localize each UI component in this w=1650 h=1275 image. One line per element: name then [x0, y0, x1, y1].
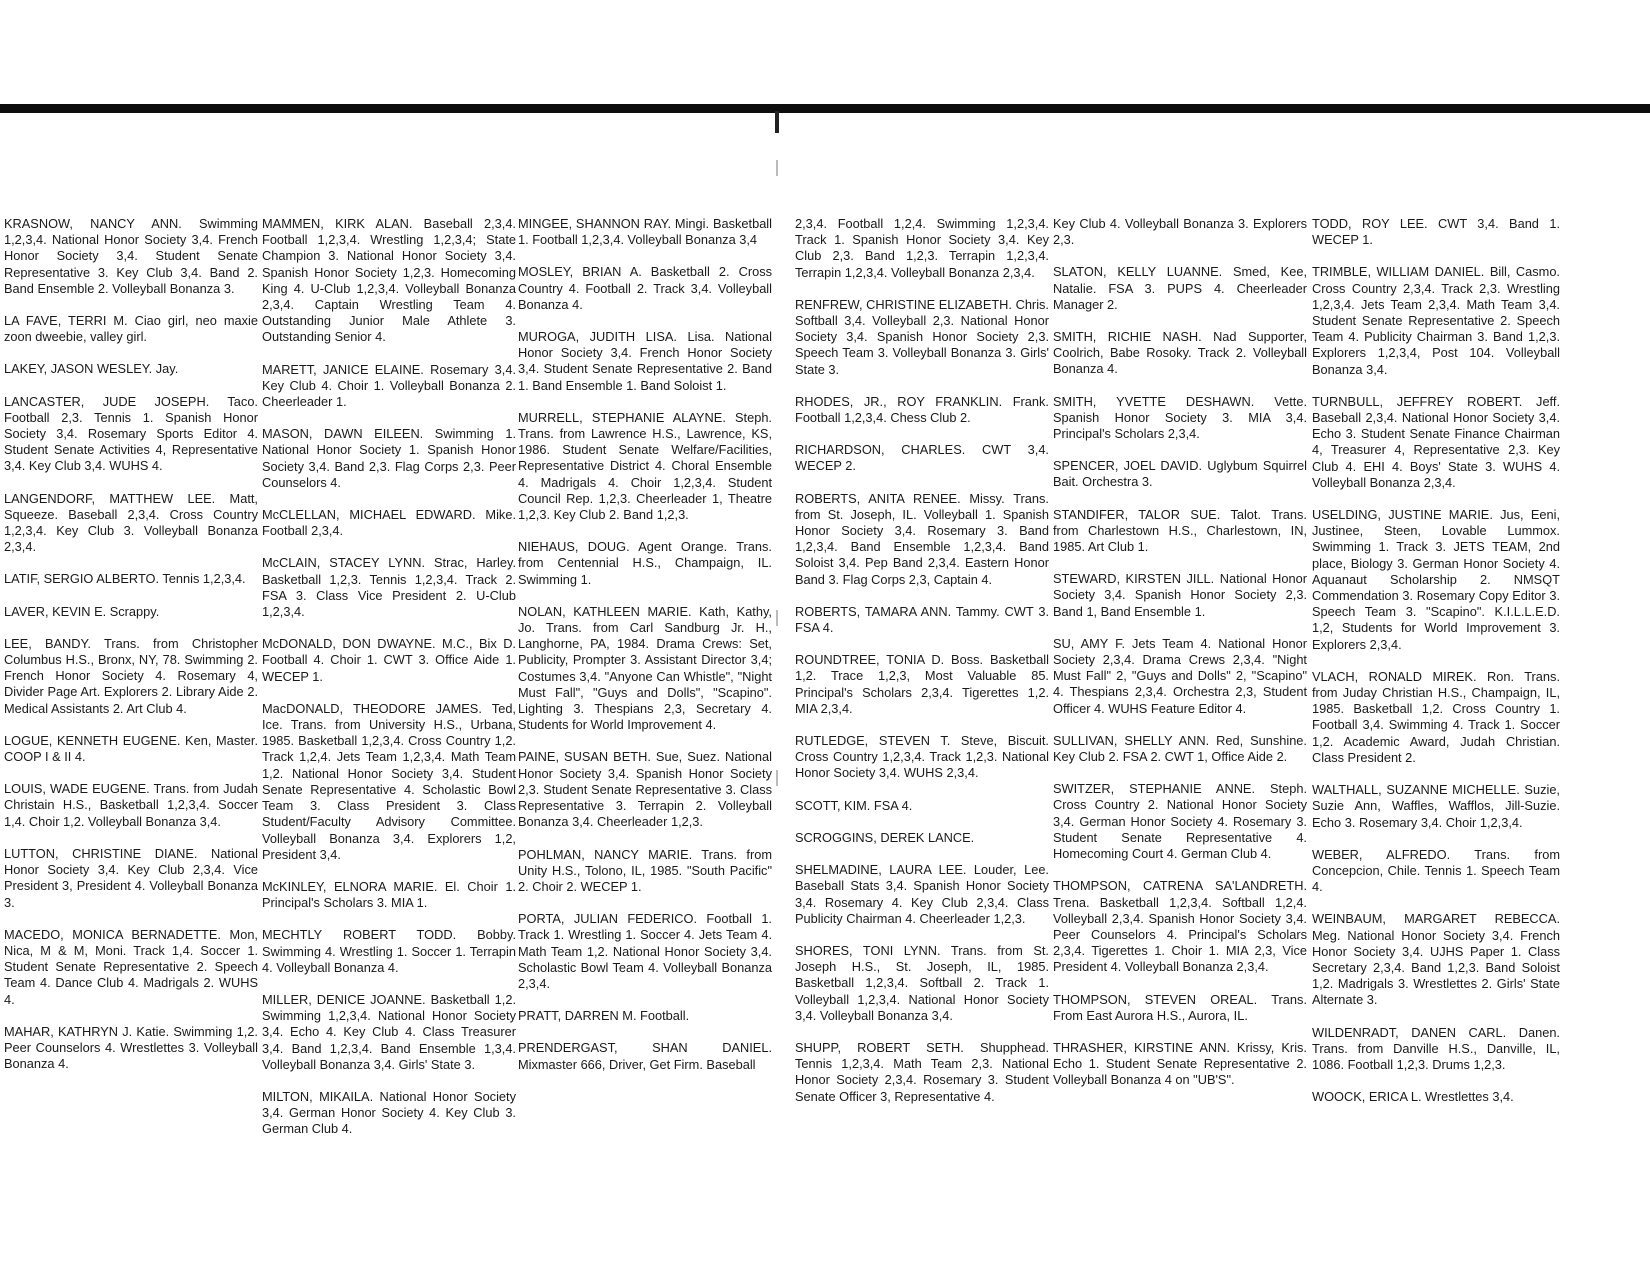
column-4 — [795, 216, 1049, 1176]
senior-entry: WEBER, ALFREDO. Trans. from Concepcion, Chile. Tennis 1. Speech Team 4. — [1312, 846, 1560, 895]
senior-entry: TURNBULL, JEFFREY ROBERT. Jeff. Baseball 2,3,4. National Honor Society 3,4. Echo 3. Student Senate Finance Chairman 4, Treasurer 4, Representative 2,3. Key Club 4. EHI 4. Boys' State 3. WUHS 4. Volleyball Bonanza 2,3,4. — [1312, 393, 1560, 490]
senior-entry: PRENDERGAST, SHAN DANIEL. Mixmaster 666, Driver, Get Firm. Baseball — [518, 1040, 772, 1072]
column-1 — [4, 216, 258, 1176]
senior-entry: MILLER, DENICE JOANNE. Basketball 1,2. Swimming 1,2,3,4. National Honor Society 3,4. Echo 4. Key Club 4. Class Treasurer 3,4. Band 1,2,3,4. Band Ensemble 1,3,4. Volleyball Bonanza 3,4. Girls' State 3. — [262, 991, 516, 1072]
senior-entry: STANDIFER, TALOR SUE. Talot. Trans. from Charlestown H.S., Charlestown, IN, 1985. Art Club 1. — [1053, 506, 1307, 555]
column-3 — [518, 216, 772, 1176]
senior-entry: THRASHER, KIRSTINE ANN. Krissy, Kris. Echo 1. Student Senate Representative 2. Volleyball Bonanza 4 on "UB'S". — [1053, 1039, 1307, 1088]
senior-entry: SMITH, YVETTE DESHAWN. Vette. Spanish Honor Society 3. MIA 3,4. Principal's Scholars 2,3,4. — [1053, 393, 1307, 442]
senior-entry: MAHAR, KATHRYN J. Katie. Swimming 1,2. Peer Counselors 4. Wrestlettes 3. Volleyball Bonanza 4. — [4, 1023, 258, 1072]
senior-entry: MINGEE, SHANNON RAY. Mingi. Basketball 1. Football 1,2,3,4. Volleyball Bonanza 3,4 — [518, 216, 772, 248]
senior-entry: MILTON, MIKAILA. National Honor Society 3,4. German Honor Society 4. Key Club 3. German Club 4. — [262, 1088, 516, 1137]
senior-entry: SU, AMY F. Jets Team 4. National Honor Society 2,3,4. Drama Crews 2,3,4. "Night Must Fall" 2, "Guys and Dolls" 2, "Scapino" 4. Thespians 2,3,4. Orchestra 2,3, Student Officer 4. WUHS Feature Editor 4. — [1053, 635, 1307, 716]
senior-entry: MASON, DAWN EILEEN. Swimming 1. National Honor Society 1. Spanish Honor Society 3,4. Band 2,3. Flag Corps 2,3. Peer Counselors 4. — [262, 426, 516, 490]
senior-entry: MECHTLY ROBERT TODD. Bobby. Swimming 4. Wrestling 1. Soccer 1. Terrapin 4. Volleyball Bonanza 4. — [262, 927, 516, 975]
column-6 — [1312, 216, 1560, 1176]
senior-entry: LANCASTER, JUDE JOSEPH. Taco. Football 2,3. Tennis 1. Spanish Honor Society 3,4. Rosemary Sports Editor 4. Student Senate Activities 4, Representative 3,4. Key Club 3,4. WUHS 4. — [4, 393, 258, 474]
senior-entry: THOMPSON, STEVEN OREAL. Trans. From East Aurora H.S., Aurora, IL. — [1053, 991, 1307, 1023]
senior-entry: WEINBAUM, MARGARET REBECCA. Meg. National Honor Society 3,4. French Honor Society 3,4. UJHS Paper 1. Class Secretary 2,3,4. Band 1,2,3. Band Soloist 1,2. Madrigals 3. Wrestlettes 2. Girls' State Alternate 3. — [1312, 911, 1560, 1008]
senior-entry: MARETT, JANICE ELAINE. Rosemary 3,4. Key Club 4. Choir 1. Volleyball Bonanza 2. Cheerleader 1. — [262, 361, 516, 410]
senior-entry: LUTTON, CHRISTINE DIANE. National Honor Society 3,4. Key Club 2,3,4. Vice President 3, President 4. Volleyball Bonanza 3. — [4, 845, 258, 910]
senior-entry: TODD, ROY LEE. CWT 3,4. Band 1. WECEP 1. — [1312, 216, 1560, 248]
senior-entry: MacDONALD, THEODORE JAMES. Ted, Ice. Trans. from University H.S., Urbana, 1985. Basketball 1,2,3,4. Cross Country 1,2. Track 1,2,4. Jets Team 1,2,3,4. Math Team 1,2. National Honor Society 3,4. Student Senate Representative 4. Scholastic Bowl Team 3. Class President 3. Class Student/Faculty Advisory Committee. Volleyball Bonanza 3,4. Explorers 1,2, President 3,4. — [262, 700, 516, 862]
senior-entry: RENFREW, CHRISTINE ELIZABETH. Chris. Softball 3,4. Volleyball 2,3. National Honor Society 3,4. Spanish Honor Society 2,3. Speech Team 3. Volleyball Bonanza 3. Girls' State 3. — [795, 296, 1049, 377]
senior-entry: WALTHALL, SUZANNE MICHELLE. Suzie, Suzie Ann, Waffles, Wafflos, Jill-Suzie. Echo 3. Rosemary 3,4. Choir 1,2,3,4. — [1312, 782, 1560, 830]
senior-entry: POHLMAN, NANCY MARIE. Trans. from Unity H.S., Tolono, IL, 1985. "South Pacific" 2. Choir 2. WECEP 1. — [518, 846, 772, 894]
gutter-mark — [776, 610, 778, 626]
senior-entry: LA FAVE, TERRI M. Ciao girl, neo maxie zoon dweebie, valley girl. — [4, 313, 258, 345]
gutter-mark — [776, 770, 778, 786]
page-spread-top-band — [0, 104, 1650, 113]
senior-entry: LANGENDORF, MATTHEW LEE. Matt, Squeeze. Baseball 2,3,4. Cross Country 1,2,3,4. Key Club 3. Volleyball Bonanza 2,3,4. — [4, 490, 258, 555]
senior-entry: LOGUE, KENNETH EUGENE. Ken, Master. COOP I & II 4. — [4, 732, 258, 765]
senior-entry: NOLAN, KATHLEEN MARIE. Kath, Kathy, Jo. Trans. from Carl Sandburg Jr. H., Langhorne, PA, 1984. Drama Crews: Set, Publicity, Prompter 3. Assistant Director 3,4; Costumes 3,4. "Anyone Can Whistle", "Night Must Fall", "Guys and Dolls", "Scapino". Lighting 3. Thespians 2,3, Secretary 4. Students for World Improvement 4. — [518, 603, 772, 733]
senior-entry: SHELMADINE, LAURA LEE. Louder, Lee. Baseball Stats 3,4. Spanish Honor Society 3,4. Rosemary 4. Key Club 2,3,4. Class Publicity Chairman 4. Cheerleader 1,2,3. — [795, 862, 1049, 926]
senior-entry: WILDENRADT, DANEN CARL. Danen. Trans. from Danville H.S., Danville, IL, 1086. Football 1,2,3. Drums 1,2,3. — [1312, 1024, 1560, 1072]
senior-entry: WOOCK, ERICA L. Wrestlettes 3,4. — [1312, 1089, 1514, 1105]
senior-entry: THOMPSON, CATRENA SA'LANDRETH. Trena. Basketball 1,2,3,4. Softball 1,2,4. Volleyball 2,3,4. Spanish Honor Society 3,4. Peer Counselors 4. Principal's Scholars 2,3,4. Tigerettes 1. Choir 1. MIA 2,3, Vice President 4. Volleyball Bonanza 2,3,4. — [1053, 878, 1307, 975]
senior-entry: SCOTT, KIM. FSA 4. — [795, 797, 913, 813]
senior-entry: TRIMBLE, WILLIAM DANIEL. Bill, Casmo. Cross Country 2,3,4. Track 2,3. Wrestling 1,2,3,4. Jets Team 2,3,4. Math Team 3,4. Student Senate Representative 2. Speech Team 4. Publicity Chairman 3. Band 1,2,3. Explorers 1,2,3,4, Post 104. Volleyball Bonanza 3,4. — [1312, 264, 1560, 377]
senior-entry: STEWARD, KIRSTEN JILL. National Honor Society 3,4. Spanish Honor Society 2,3. Band 1, Band Ensemble 1. — [1053, 571, 1307, 619]
column-5 — [1053, 216, 1307, 1176]
senior-entry: SHORES, TONI LYNN. Trans. from St. Joseph H.S., St. Joseph, IL, 1985. Basketball 1,2,3,4. Softball 2. Track 1. Volleyball 1,2,3,4. National Honor Society 3,4. Volleyball Bonanza 3,4. — [795, 942, 1049, 1023]
senior-entry: PORTA, JULIAN FEDERICO. Football 1. Track 1. Wrestling 1. Soccer 4. Jets Team 4. Math Team 1,2. National Honor Society 3,4. Scholastic Bowl Team 4. Volleyball Bonanza 2,3,4. — [518, 911, 772, 991]
senior-entry: SULLIVAN, SHELLY ANN. Red, Sunshine. Key Club 2. FSA 2. CWT 1, Office Aide 2. — [1053, 732, 1307, 765]
senior-entry: NIEHAUS, DOUG. Agent Orange. Trans. from Centennial H.S., Champaign, IL. Swimming 1. — [518, 539, 772, 587]
senior-entry: USELDING, JUSTINE MARIE. Jus, Eeni, Justinee, Steen, Lovable Lummox. Swimming 1. Track 3. JETS TEAM, 2nd place, Biology 3. German Honor Society 4. Aquanaut Scholarship 2. NMSQT Commendation 3. Rosemary Copy Editor 3. Speech Team 3. "Scapino". K.I.L.L.E.D. 1,2, Students for World Improvement 3. Explorers 2,3,4. — [1312, 507, 1560, 652]
senior-entry: PAINE, SUSAN BETH. Sue, Suez. National Honor Society 3,4. Spanish Honor Society 2,3. Student Senate Representative 3. Class Representative 3. Terrapin 2. Volleyball Bonanza 3,4. Cheerleader 1,2,3. — [518, 749, 772, 830]
senior-entry: ROBERTS, ANITA RENEE. Missy. Trans. from St. Joseph, IL. Volleyball 1. Spanish Honor Society 3,4. Rosemary 3. Band 1,2,3,4. Band Ensemble 1,2,3,4. Band Soloist 3,4. Pep Band 2,3,4. Eastern Honor Band 3. Flag Corps 2,3, Captain 4. — [795, 490, 1049, 587]
senior-entry: McCLAIN, STACEY LYNN. Strac, Harley. Basketball 1,2,3. Tennis 1,2,3,4. Track 2. FSA 3. Class Vice President 2. U-Club 1,2,3,4. — [262, 555, 516, 620]
senior-entry: ROUNDTREE, TONIA D. Boss. Basketball 1,2. Trace 1,2,3, Most Valuable 85. Principal's Scholars 2,3,4. Tigerettes 1,2. MIA 2,3,4. — [795, 652, 1049, 716]
senior-entry: SLATON, KELLY LUANNE. Smed, Kee, Natalie. FSA 3. PUPS 4. Cheerleader Manager 2. — [1053, 264, 1307, 312]
senior-entry: Key Club 4. Volleyball Bonanza 3. Explorers 2,3. — [1053, 216, 1307, 248]
senior-entry: RUTLEDGE, STEVEN T. Steve, Biscuit. Cross Country 1,2,3,4. Track 1,2,3. National Honor Society 3,4. WUHS 2,3,4. — [795, 733, 1049, 781]
senior-entry: McDONALD, DON DWAYNE. M.C., Bix D. Football 4. Choir 1. CWT 3. Office Aide 1. WECEP 1. — [262, 636, 516, 684]
senior-entry: 2,3,4. Football 1,2,4. Swimming 1,2,3,4. Track 1. Spanish Honor Society 3,4. Key Club 2,3. Band 1,2,3. Terrapin 1,2,3,4. Terrapin 1,2,3,4. Volleyball Bonanza 2,3,4. — [795, 216, 1049, 280]
senior-entry: PRATT, DARREN M. Football. — [518, 1008, 690, 1024]
senior-entry: SWITZER, STEPHANIE ANNE. Steph. Cross Country 2. National Honor Society 3,4. German Honor Society 4. Rosemary 3. Student Senate Representative 4. Homecoming Court 4. German Club 4. — [1053, 781, 1307, 862]
senior-entry: LATIF, SERGIO ALBERTO. Tennis 1,2,3,4. — [4, 571, 246, 587]
senior-entry: SPENCER, JOEL DAVID. Uglybum Squirrel Bait. Orchestra 3. — [1053, 458, 1307, 490]
column-2 — [262, 216, 516, 1176]
senior-entry: SHUPP, ROBERT SETH. Shupphead. Tennis 1,2,3,4. Math Team 2,3. National Honor Society 2,3,4. Rosemary 3. Student Senate Officer 3, Representative 4. — [795, 1039, 1049, 1104]
senior-entry: LEE, BANDY. Trans. from Christopher Columbus H.S., Bronx, NY, 78. Swimming 2. French Honor Society 4. Rosemary 4, Divider Page Art. Explorers 2. Library Aide 2. Medical Assistants 2. Art Club 4. — [4, 635, 258, 716]
senior-entry: MUROGA, JUDITH LISA. Lisa. National Honor Society 3,4. French Honor Society 3,4. Student Senate Representative 2. Band 1. Band Ensemble 1. Band Soloist 1. — [518, 329, 772, 393]
senior-entry: RHODES, JR., ROY FRANKLIN. Frank. Football 1,2,3,4. Chess Club 2. — [795, 393, 1049, 426]
senior-entry: McKINLEY, ELNORA MARIE. El. Choir 1. Principal's Scholars 3. MIA 1. — [262, 878, 516, 911]
senior-entry: ROBERTS, TAMARA ANN. Tammy. CWT 3. FSA 4. — [795, 603, 1049, 636]
gutter-mark — [776, 160, 778, 176]
senior-entry: MACEDO, MONICA BERNADETTE. Mon, Nica, M & M, Moni. Track 1,4. Soccer 1. Student Senate Representative 2. Speech Team 4. Dance Club 4. Madrigals 2. WUHS 4. — [4, 926, 258, 1007]
senior-entry: KRASNOW, NANCY ANN. Swimming 1,2,3,4. National Honor Society 3,4. French Honor Society 3,4. Student Senate Representative 3. Key Club 3,4. Band 2. Band Ensemble 2. Volleyball Bonanza 3. — [4, 216, 258, 296]
senior-entry: MURRELL, STEPHANIE ALAYNE. Steph. Trans. from Lawrence H.S., Lawrence, KS, 1986. Student Senate Welfare/Facilities, Representative District 4. Choral Ensemble 4. Madrigals 4. Choir 1,2,3,4. Student Council Rep. 1,2,3. Cheerleader 1, Theatre 1,2,3. Key Club 2. Band 1,2,3. — [518, 409, 772, 523]
senior-entry: VLACH, RONALD MIREK. Ron. Trans. from Juday Christian H.S., Champaign, IL, 1985. Basketball 1,2. Cross Country 1. Football 3,4. Swimming 4. Track 1. Soccer 1,2. Academic Award, Judah Christian. Class President 2. — [1312, 668, 1560, 765]
senior-entry: MOSLEY, BRIAN A. Basketball 2. Cross Country 4. Football 2. Track 3,4. Volleyball Bonanza 4. — [518, 264, 772, 312]
senior-entry: MAMMEN, KIRK ALAN. Baseball 2,3,4. Football 1,2,3,4. Wrestling 1,2,3,4; State Champion 3. National Honor Society 3,4. Spanish Honor Society 1,2,3. Homecoming King 4. U-Club 1,2,3,4. Volleyball Bonanza 2,3,4. Captain Wrestling Team 4. Outstanding Junior Male Athlete 3. Outstanding Senior 4. — [262, 216, 516, 345]
senior-entry: McCLELLAN, MICHAEL EDWARD. Mike. Football 2,3,4. — [262, 507, 516, 539]
senior-entry: LAVER, KEVIN E. Scrappy. — [4, 603, 160, 619]
senior-entry: LAKEY, JASON WESLEY. Jay. — [4, 361, 179, 377]
senior-entry: RICHARDSON, CHARLES. CWT 3,4. WECEP 2. — [795, 442, 1049, 474]
senior-entry: SCROGGINS, DEREK LANCE. — [795, 829, 975, 845]
senior-entry: LOUIS, WADE EUGENE. Trans. from Judah Christain H.S., Basketball 1,2,3,4. Soccer 1,4. Choir 1,2. Volleyball Bonanza 3,4. — [4, 781, 258, 829]
senior-entry: SMITH, RICHIE NASH. Nad Supporter, Coolrich, Babe Rosoky. Track 2. Volleyball Bonanza 4. — [1053, 329, 1307, 377]
